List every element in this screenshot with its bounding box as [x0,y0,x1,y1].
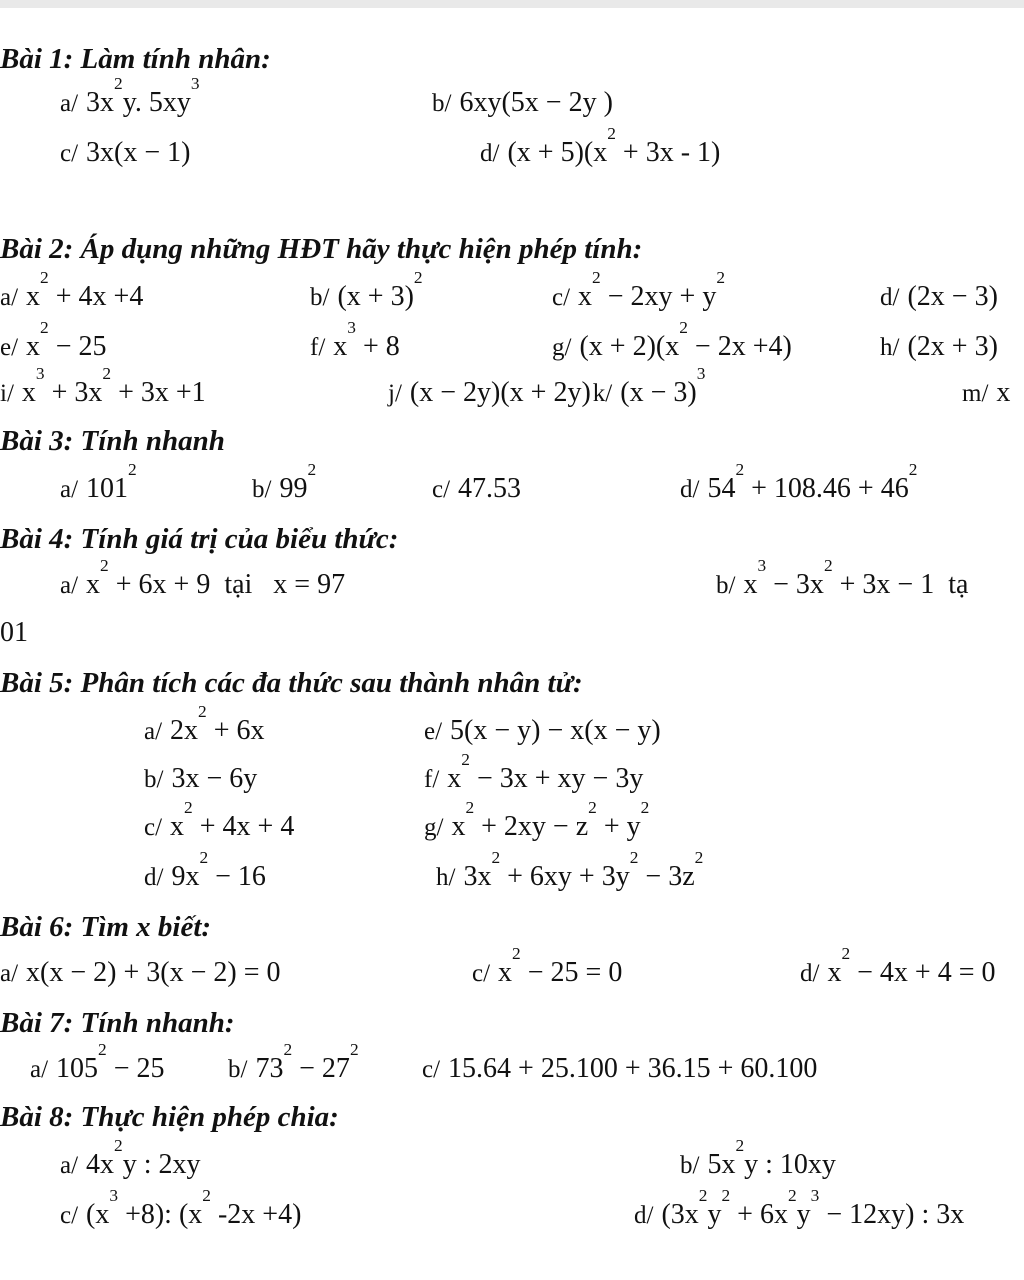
item-expression: (2x + 3) [907,331,998,362]
exercise-item [30,1040,165,1087]
item-label: a/ [30,1056,49,1083]
item-expression: (2x − 3) [907,281,998,312]
item-expression: 6xy(5x − 2y ) [459,87,613,118]
item-label: b/ [228,1056,248,1083]
exercise-item [252,460,317,507]
section-title: Bài 1: Làm tính nhân: [0,43,271,75]
item-expression: $x^2 + 6x + 9$ tại x = 97 [86,556,346,600]
item-label: j/ [388,380,402,407]
item-label: a/ [0,960,19,987]
item-label: e/ [0,334,19,361]
exercise-item [60,1136,201,1183]
exercise-item [424,798,650,845]
exercise-item [228,1040,359,1087]
item-expression: $101^2$ [86,460,137,504]
item-label: c/ [60,1202,79,1229]
item-label: d/ [800,960,820,987]
item-expression: $x^2 - 25$ [26,318,107,362]
item-expression: $(x^3 +8)$: ($x^2$ -2x +4) [86,1186,302,1230]
exercise-item [436,848,704,895]
item-expression: $x^2 - 2xy + y^2$ [578,268,726,312]
item-expression: $(3x^2y^2 + 6x^2y^3 - 12xy)$ : 3x [661,1186,965,1230]
exercise-item [144,762,257,797]
item-expression: $x^3 + 8$ [333,318,400,362]
item-expression: (x − 2y)(x + 2y) [409,377,591,408]
exercise-item [716,556,969,603]
exercise-item [144,702,265,749]
item-label: a/ [60,572,79,599]
item-expression: $73^2 - 27^2$ [255,1040,359,1084]
item-expression: $54^2 + 108.46 + 46^2$ [707,460,918,504]
item-expression: $3x^2 + 6xy + 3y^2 - 3z^2$ [463,848,704,892]
exercise-item [60,556,346,603]
item-label: h/ [880,334,900,361]
item-expression: $105^2 - 25$ [56,1040,165,1084]
item-expression: $4x^2y$ : 2xy [86,1136,201,1180]
item-expression: $x^2 - 25 = 0$ [498,944,623,988]
exercise-item [60,136,191,171]
section-title: Bài 7: Tính nhanh: [0,1007,235,1039]
exercise-item [310,318,400,365]
exercise-item [424,750,644,797]
exercise-item [60,460,137,507]
item-expression: 3x(x − 1) [86,137,191,168]
item-expression: 01 [0,617,28,648]
exercise-item [432,86,613,121]
item-label: g/ [424,814,444,841]
exercise-item [962,376,1010,411]
item-label: m/ [962,380,989,407]
exercise-item [432,472,521,507]
item-label: c/ [472,960,491,987]
exercise-item [144,798,295,845]
item-label: f/ [310,334,326,361]
exercise-item [310,268,423,315]
exercise-item [388,364,706,411]
exercise-item [472,944,623,991]
item-expression: $x^2 + 4x + 4$ [170,798,295,842]
exercise-item [144,848,266,895]
exercise-item [634,1186,965,1233]
exercise-item [0,364,206,411]
item-label: g/ [552,334,572,361]
item-label: a/ [60,1152,79,1179]
item-expression: x(x − 2) + 3(x − 2) = 0 [26,957,281,988]
item-expression: $x^2 - 3x$ + xy − 3y [447,750,644,794]
section-title: Bài 2: Áp dụng những HĐT hãy thực hiện phép tính: [0,233,643,265]
item-label: c/ [60,140,79,167]
item-label: a/ [60,476,79,503]
exercise-item [680,1136,836,1183]
item-expression: $2x^2 + 6x$ [170,702,265,746]
item-expression: $x^2 + 4x +4$ [26,268,144,312]
item-expression: $(x - 3)^3$ [620,364,706,408]
item-label: d/ [480,140,500,167]
item-label: b/ [432,90,452,117]
top-edge-bar [0,0,1024,8]
item-expression: 47.53 [458,473,522,504]
item-label: d/ [634,1202,654,1229]
exercise-item [0,956,281,991]
item-label: c/ [422,1056,441,1083]
exercise-item [480,124,721,171]
item-label: i/ [0,380,14,407]
item-expression: x [996,377,1011,408]
item-expression: $5x^2y$ : 10xy [707,1136,836,1180]
exercise-item [680,460,918,507]
section-title: Bài 4: Tính giá trị của biểu thức: [0,523,399,555]
item-expression: $(x + 2)(x^2 - 2x +4)$ [579,318,792,362]
exercise-item [0,268,144,315]
exercise-item [0,616,28,650]
exercise-item [880,280,998,315]
item-expression: $99^2$ [279,460,317,504]
item-label: b/ [680,1152,700,1179]
section-title: Bài 3: Tính nhanh [0,425,225,457]
item-label: f/ [424,766,440,793]
item-label: d/ [680,476,700,503]
exercise-item [60,74,200,121]
exercise-item [552,268,726,315]
section-title: Bài 8: Thực hiện phép chia: [0,1101,339,1133]
item-expression: $(x + 3)^2$ [337,268,423,312]
item-label: a/ [0,284,19,311]
item-label: d/ [880,284,900,311]
item-label: b/ [144,766,164,793]
item-expression: $x^3 + 3x^2 + 3x +1$ [21,364,206,408]
item-expression: 5(x − y) − x(x − y) [450,715,661,746]
item-label: c/ [552,284,571,311]
item-expression: $(x + 5)(x^2 + 3x - 1)$ [507,124,721,168]
item-expression: $x^2 - 4x + 4 = 0$ [827,944,996,988]
exercise-item [552,318,792,365]
exercise-item [0,318,107,365]
item-label: b/ [310,284,330,311]
item-label: d/ [144,864,164,891]
item-label: e/ [424,718,443,745]
section-title: Bài 6: Tìm x biết: [0,911,212,943]
item-label: c/ [432,476,451,503]
exercise-item [60,1186,302,1233]
item-label: h/ [436,864,456,891]
item-label: a/ [144,718,163,745]
item-expression: $9x^2 - 16$ [171,848,266,892]
section-title: Bài 5: Phân tích các đa thức sau thành nhân tử: [0,667,583,699]
item-expression: 3x − 6y [171,763,258,794]
item-expression: $x^2 + 2xy - z^2 + y^2$ [451,798,650,842]
item-label: b/ [252,476,272,503]
exercise-item [800,944,996,991]
item-expression: $3x^2y$. $5xy^3$ [86,74,200,118]
item-label: b/ [716,572,736,599]
item-expression: 15.64 + 25.100 + 36.15 + 60.100 [448,1053,818,1084]
item-expression: $x^3 - 3x^2 + 3x - 1$ tạ [743,556,969,600]
item-label: k/ [592,380,613,407]
exercise-item [422,1052,817,1087]
exercise-item [424,714,661,749]
exercise-item [880,330,998,365]
item-label: c/ [144,814,163,841]
item-label: a/ [60,90,79,117]
